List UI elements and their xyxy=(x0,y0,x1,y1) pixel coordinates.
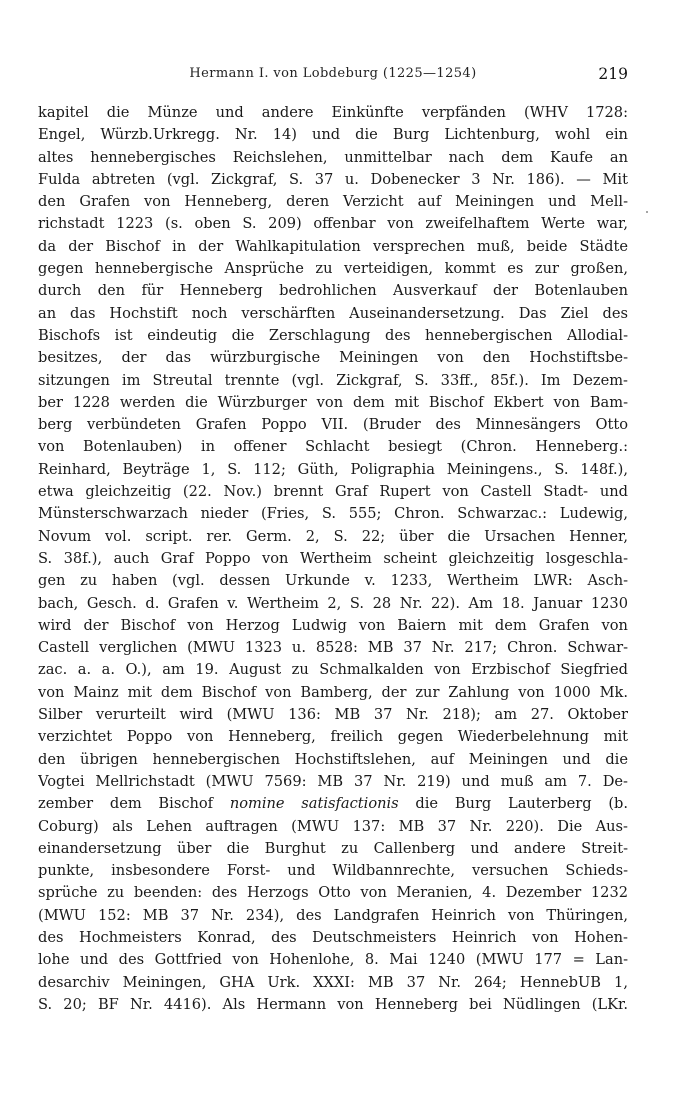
page-number: 219 xyxy=(598,65,628,83)
text-line: Vogtei Mellrichstadt (MWU 7569: MB 37 Nr. 219) und muß am 7. De- xyxy=(38,772,628,790)
text-line: zac. a. a. O.), am 19. August zu Schmalkalden von Erzbischof Siegfried xyxy=(38,661,628,679)
text-line: Castell verglichen (MWU 1323 u. 8528: MB 37 Nr. 217; Chron. Schwar- xyxy=(38,639,628,657)
text-line: kapitel die Münze und andere Einkünfte verpfänden (WHV 1728: xyxy=(38,104,628,121)
text-line: punkte, insbesondere Forst- und Wildbannrechte, versuchen Schieds- xyxy=(38,862,628,880)
text-line: (MWU 152: MB 37 Nr. 234), des Landgrafen Heinrich von Thüringen, xyxy=(38,906,628,924)
text-line: S. 20; BF Nr. 4416). Als Hermann von Henneberg bei Nüdlingen (LKr. xyxy=(38,995,628,1013)
running-title: Hermann I. von Lobdeburg (1225—1254) xyxy=(189,66,477,81)
text-line: Fulda abtreten (vgl. Zickgraf, S. 37 u. Dobenecker 3 Nr. 186). — Mit xyxy=(38,170,628,188)
text-line: wird der Bischof von Herzog Ludwig von Baiern mit dem Grafen von xyxy=(38,616,628,634)
text-line: sprüche zu beenden: des Herzogs Otto von Meranien, 4. Dezember 1232 xyxy=(38,884,628,902)
text-line: lohe und des Gottfried von Hohenlohe, 8. Mai 1240 (MWU 177 = Lan- xyxy=(38,951,628,969)
body-text xyxy=(38,102,628,1016)
text-line: von Mainz mit dem Bischof von Bamberg, der zur Zahlung von 1000 Mk. xyxy=(38,683,628,701)
line-segment: die Burg Lauterberg (b. xyxy=(398,795,628,813)
text-line: besitzes, der das würzburgische Meiningen von den Hochstiftsbe- xyxy=(38,349,628,367)
text-line: durch den für Henneberg bedrohlichen Ausverkauf der Botenlauben xyxy=(38,282,628,300)
text-line: Bischofs ist eindeutig die Zerschlagung des hennebergischen Allodial- xyxy=(38,326,628,344)
text-line: gegen hennebergische Ansprüche zu verteidigen, kommt es zur großen, xyxy=(38,260,628,278)
line-segment: zember dem Bischof xyxy=(38,795,230,813)
text-line: S. 38f.), auch Graf Poppo von Wertheim scheint gleichzeitig losgeschla- xyxy=(38,549,628,567)
text-line: verzichtet Poppo von Henneberg, freilich gegen Wiederbelehnung mit xyxy=(38,728,628,746)
text-line: den Grafen von Henneberg, deren Verzicht auf Meiningen und Mell- xyxy=(38,193,628,211)
text-line: an das Hochstift noch verschärften Auseinandersetzung. Das Ziel des xyxy=(38,304,628,322)
text-line xyxy=(38,793,628,815)
text-line: Münsterschwarzach nieder (Fries, S. 555; Chron. Schwarzac.: Ludewig, xyxy=(38,505,628,523)
text-line: berg verbündeten Grafen Poppo VII. (Bruder des Minnesängers Otto xyxy=(38,416,628,434)
text-line: von Botenlauben) in offener Schlacht besiegt (Chron. Henneberg.: xyxy=(38,438,628,456)
text-line: da der Bischof in der Wahlkapitulation versprechen muß, beide Städte xyxy=(38,237,628,255)
text-line: desarchiv Meiningen, GHA Urk. XXXI: MB 37 Nr. 264; HennebUB 1, xyxy=(38,973,628,991)
text-line: Novum vol. script. rer. Germ. 2, S. 22; über die Ursachen Henner, xyxy=(38,527,628,545)
text-line: den übrigen hennebergischen Hochstiftslehen, auf Meiningen und die xyxy=(38,750,628,768)
running-head xyxy=(38,66,628,88)
text-line: etwa gleichzeitig (22. Nov.) brennt Graf Rupert von Castell Stadt- und xyxy=(38,483,628,501)
text-line: Reinhard, Beyträge 1, S. 112; Güth, Poligraphia Meiningens., S. 148f.), xyxy=(38,460,628,478)
text-line: Engel, Würzb.Urkregg. Nr. 14) und die Burg Lichtenburg, wohl ein xyxy=(38,126,628,144)
text-line: richstadt 1223 (s. oben S. 209) offenbar von zweifelhaftem Werte war, xyxy=(38,215,628,233)
text-line: ber 1228 werden die Würzburger von dem mit Bischof Ekbert von Bam- xyxy=(38,393,628,411)
text-line: gen zu haben (vgl. dessen Urkunde v. 1233, Wertheim LWR: Asch- xyxy=(38,572,628,590)
text-line: bach, Gesch. d. Grafen v. Wertheim 2, S. 28 Nr. 22). Am 18. Januar 1230 xyxy=(38,594,628,612)
margin-speck xyxy=(646,211,648,213)
text-line: Silber verurteilt wird (MWU 136: MB 37 Nr. 218); am 27. Oktober xyxy=(38,706,628,724)
italic-phrase: nomine satisfactionis xyxy=(229,795,399,813)
text-line: des Hochmeisters Konrad, des Deutschmeisters Heinrich von Hohen- xyxy=(38,928,628,946)
text-line: altes hennebergisches Reichslehen, unmittelbar nach dem Kaufe an xyxy=(38,148,628,166)
text-line: einandersetzung über die Burghut zu Callenberg und andere Streit- xyxy=(38,839,628,857)
text-line: sitzungen im Streutal trennte (vgl. Zickgraf, S. 33ff., 85f.). Im Dezem- xyxy=(38,371,628,389)
text-line: Coburg) als Lehen auftragen (MWU 137: MB 37 Nr. 220). Die Aus- xyxy=(38,817,628,835)
